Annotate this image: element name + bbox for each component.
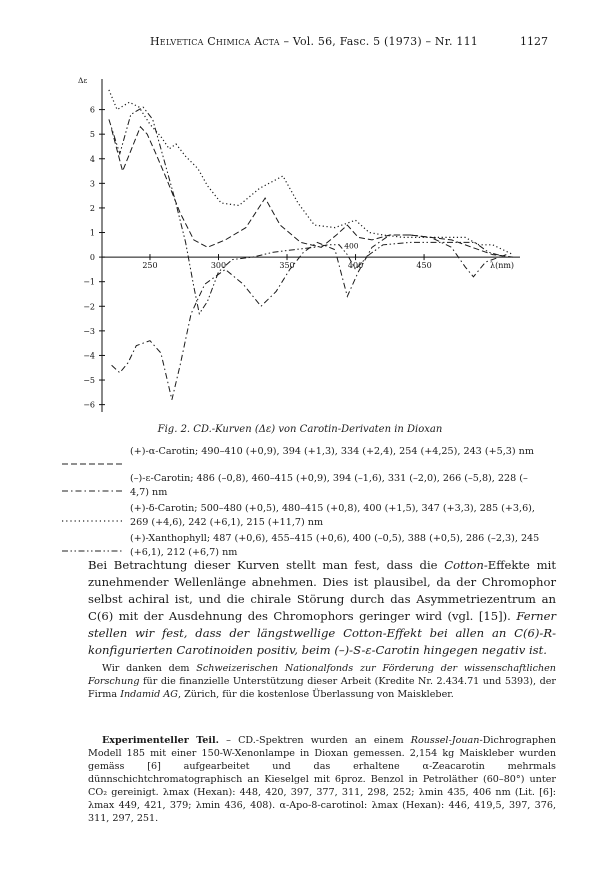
figure-caption: Fig. 2. CD.-Kurven (Δε) von Carotin-Derivaten in Dioxan [157,424,443,435]
y-tick-label: −5 [83,376,95,386]
series-line-1 [112,235,507,400]
y-axis-label: Δε [78,76,88,85]
ack-fund: Schweizerischen Nationalfonds zur Förderung der wissenschaftlichen Forschung [88,663,556,687]
chart-series [109,90,513,400]
cd-spectrum-svg [60,70,530,415]
x-tick-label: 250 [142,261,158,271]
legend-xanthophyll: (+)-Xanthophyll; 487 (+0,6), 455–415 (+0,6), 400 (–0,5), 388 (+0,5), 286 (–2,3), 245 (+6,1), 212 (+6,7) nm [130,533,540,558]
ack-text: für die finanzielle Unterstützung dieser Arbeit (Kredite Nr. 2.434.71 und 5393), der Firma [88,676,556,700]
legend-row [62,472,542,500]
discussion-paragraph [88,557,556,659]
y-tick-label: 5 [89,130,95,140]
legend-dash-key [62,472,130,500]
y-tick-label: −2 [83,302,95,312]
x-tick-label: 350 [279,261,295,271]
annotation-400: 400 [344,241,359,251]
x-tick-label: 400 [347,261,364,271]
experimental-heading: Experimenteller Teil. [102,735,219,746]
issue-info: – Vol. 56, Fasc. 5 (1973) – Nr. 111 [279,35,478,48]
series-line-3 [109,107,506,314]
x-tick-label: 300 [210,261,227,271]
legend-epsilon-carotin: (–)-ε-Carotin; 486 (–0,8), 460–415 (+0,9), 394 (–1,6), 331 (–2,0), 266 (–5,8), 228 (–4,7) nm [130,473,528,498]
discussion-text: Bei Betrachtung dieser Kurven stellt man fest, dass die [88,558,445,572]
discussion-text: -Effekte mit zunehmender Wellenlänge abnehmen. Dies ist plausibel, da der Chromophor selbst achiral ist, und die chirale Störung durch das Asymmetriezentrum an C(6) mit der Ausdehnung des Chromophors geringer wird (vgl. [15]). [88,558,556,623]
legend-dash-key [62,445,130,470]
discussion-cotton: Cotton [444,558,484,572]
journal-line [150,35,478,48]
y-tick-label: 0 [89,253,95,263]
page-number: 1127 [520,35,548,48]
y-tick-label: −4 [83,351,95,361]
experimental-text: – CD.-Spektren wurden an einem [218,735,411,746]
y-tick-label: 6 [89,105,95,115]
legend-delta-carotin: (+)-δ-Carotin; 500–480 (+0,5), 480–415 (+0,8), 400 (+1,5), 347 (+3,3), 285 (+3,6), 269 (+4,6), 242 (+6,1), 215 (+11,7) nm [130,503,535,528]
experimental-paragraph [88,734,556,825]
experimental-instrument: Roussel-Jouan [410,735,480,746]
acknowledgement-paragraph [88,662,556,701]
legend-dash-key [62,532,130,560]
chart-axes [99,79,520,412]
cd-spectrum-chart [60,70,530,419]
legend-alpha-carotin: (+)-α-Carotin; 490–410 (+0,9), 394 (+1,3), 334 (+2,4), 254 (+4,25), 243 (+5,3) nm [130,446,534,457]
journal-name: Helvetica Chimica Acta [150,35,280,48]
x-tick-label: 450 [416,261,432,271]
ack-text: Wir danken dem [102,663,197,674]
y-tick-label: 2 [89,203,95,213]
y-tick-label: 1 [89,228,95,238]
y-tick-label: −6 [83,400,95,410]
legend-dash-key [62,502,130,530]
y-tick-label: −1 [83,277,95,287]
ack-text: , Zürich, für die kostenlose Überlassung von Maiskleber. [177,689,454,700]
experimental-text: -Dichrographen Modell 185 mit einer 150-W-Xenonlampe in Dioxan gemessen. 2,154 kg Maiskleber wurden gemäss [6] aufgearbeitet und das erhaltene α-Zeacarotin mehrmals dünnschichtchromatographisch an Kieselgel mit 6proz. Benzol in Petroläther (60–80°) unter CO₂ gereinigt. λmax (Hexan): 448, 420, 397, 377, 311, 298, 252; λmin 435, 406 nm (Lit. [6]: λmax 449, 421, 379; λmin 436, 408). α-Apo-8-carotinol: λmax (Hexan): 446, 419,5, 397, 376, 311, 297, 251. [88,735,556,824]
y-tick-label: 4 [89,154,95,164]
legend-row [62,445,542,470]
series-line-0 [112,127,513,257]
figure-legend [62,445,542,562]
y-tick-label: 3 [89,179,95,189]
ack-firm: Indamid AG [120,689,178,700]
running-header [0,35,600,53]
legend-row [62,502,542,530]
discussion-conclusion: Ferner stellen wir fest, dass der längstwellige Cotton-Effekt bei allen an C(6)-R-konfigurierten Carotinoiden positiv, beim (–)-S-ε-Carotin hingegen negativ ist. [88,609,556,657]
legend-row [62,532,542,560]
y-tick-label: −3 [83,326,95,336]
series-line-2 [109,90,513,255]
x-axis-label: λ(nm) [490,261,515,271]
